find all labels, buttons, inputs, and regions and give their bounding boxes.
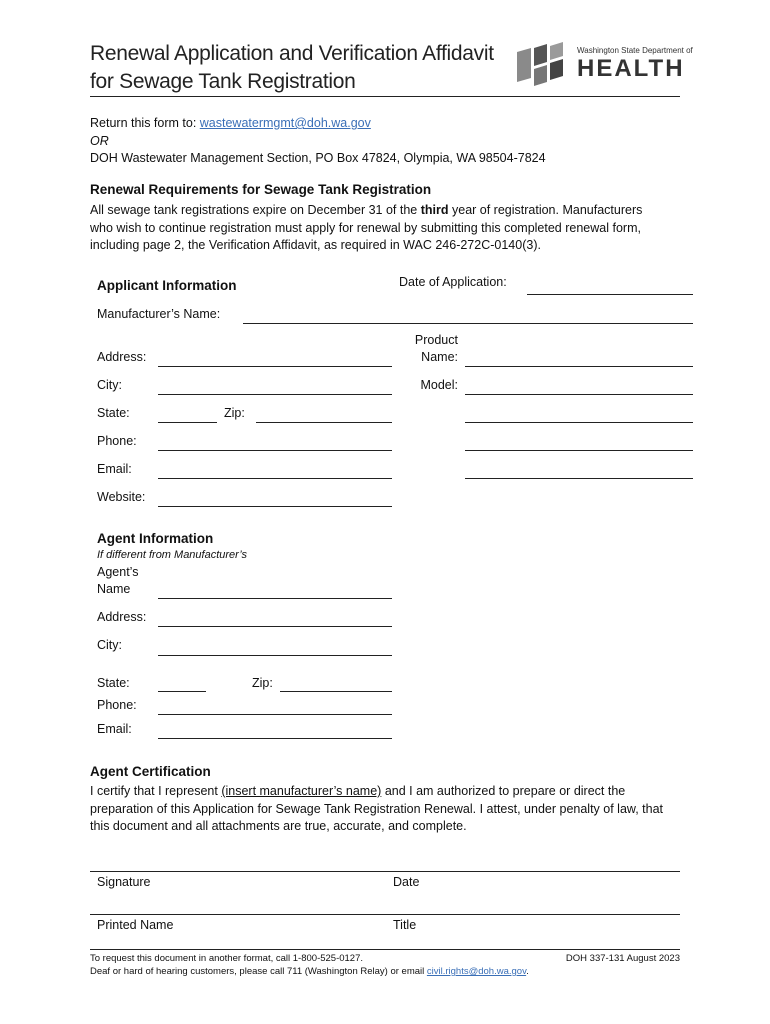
state-field[interactable] <box>158 422 217 423</box>
zip-label: Zip: <box>224 406 245 420</box>
logo-mark-icon <box>515 42 573 86</box>
requirements-line-2: who wish to continue registration must apply for renewal by submitting this completed renewal form, <box>90 221 641 235</box>
certification-text-a: I certify that I represent <box>90 784 222 798</box>
address-field[interactable] <box>158 366 392 367</box>
address-label: Address: <box>97 350 147 364</box>
return-prefix: Return this form to: <box>90 116 200 130</box>
agent-city-label: City: <box>97 638 122 652</box>
zip-field[interactable] <box>256 422 392 423</box>
certification-text-b: and I am authorized to prepare or direct the <box>381 784 626 798</box>
model-field-2[interactable] <box>465 422 693 423</box>
agent-phone-field[interactable] <box>158 714 392 715</box>
agent-name-field[interactable] <box>158 598 392 599</box>
model-field-1[interactable] <box>465 394 693 395</box>
form-title <box>90 40 494 96</box>
footer-text-b: . <box>526 966 529 977</box>
footer-email-link[interactable]: civil.rights@doh.wa.gov <box>426 966 527 977</box>
certification-line-3: this document and all attachments are true, accurate, and complete. <box>90 819 467 833</box>
agent-email-label: Email: <box>97 722 132 736</box>
logo-big-text: HEALTH <box>577 55 685 82</box>
requirements-bold: third <box>420 203 449 217</box>
product-name-label-2: Name: <box>421 350 458 364</box>
agent-email-field[interactable] <box>158 738 392 739</box>
return-address: DOH Wastewater Management Section, PO Box 47824, Olympia, WA 98504-7824 <box>90 151 546 165</box>
agent-name-label-1: Agent’s <box>97 565 139 579</box>
agent-city-field[interactable] <box>158 655 392 656</box>
printed-name-label: Printed Name <box>97 918 174 932</box>
footer-line-1: To request this document in another format, call 1-800-525-0127. <box>90 953 364 964</box>
requirements-heading: Renewal Requirements for Sewage Tank Registration <box>90 182 432 197</box>
return-email-link[interactable]: wastewatermgmt@doh.wa.gov <box>199 116 371 130</box>
state-label: State: <box>97 406 130 420</box>
date-of-application-label: Date of Application: <box>399 275 507 289</box>
logo-small-text: Washington State Department of <box>577 46 693 55</box>
website-label: Website: <box>97 490 146 504</box>
model-field-3[interactable] <box>465 450 693 451</box>
title-divider <box>90 96 680 97</box>
website-field[interactable] <box>158 506 392 507</box>
requirements-line-1 <box>90 201 642 219</box>
city-field[interactable] <box>158 394 392 395</box>
manufacturer-name-field[interactable] <box>243 323 693 324</box>
model-field-4[interactable] <box>465 478 693 479</box>
agent-note: If different from Manufacturer’s <box>97 549 247 561</box>
footer-line-2 <box>90 965 529 978</box>
signature-field[interactable] <box>90 871 680 872</box>
footer-text-a: Deaf or hard of hearing customers, please call 711 (Washington Relay) or email <box>90 966 427 977</box>
agent-zip-field[interactable] <box>280 691 392 692</box>
product-name-label-1: Product <box>414 333 458 347</box>
agent-address-field[interactable] <box>158 626 392 627</box>
signature-label: Signature <box>97 875 151 889</box>
return-or: OR <box>90 134 109 148</box>
agent-state-label: State: <box>97 676 130 690</box>
agent-state-field[interactable] <box>158 691 206 692</box>
agent-heading: Agent Information <box>97 531 214 546</box>
certification-line-1 <box>90 782 625 800</box>
requirements-text-a: All sewage tank registrations expire on December 31 of the <box>90 203 421 217</box>
product-name-field[interactable] <box>465 366 693 367</box>
model-label: Model: <box>420 378 458 392</box>
title-label: Title <box>393 918 417 932</box>
footer-divider <box>90 949 680 950</box>
title-line-1: Renewal Application and Verification Affidavit <box>90 42 494 65</box>
agent-zip-label: Zip: <box>252 676 273 690</box>
email-field[interactable] <box>158 478 392 479</box>
applicant-heading: Applicant Information <box>97 278 237 293</box>
printed-name-field[interactable] <box>90 914 680 915</box>
requirements-line-3: including page 2, the Verification Affidavit, as required in WAC 246-272C-0140(3). <box>90 238 541 252</box>
agent-address-label: Address: <box>97 610 147 624</box>
email-label: Email: <box>97 462 132 476</box>
signature-date-label: Date <box>393 875 420 889</box>
return-line <box>90 114 371 132</box>
title-line-2: for Sewage Tank Registration <box>90 70 356 93</box>
requirements-text-b: year of registration. Manufacturers <box>448 203 643 217</box>
certification-underlined: (insert manufacturer’s name) <box>221 784 382 798</box>
form-id: DOH 337-131 August 2023 <box>565 953 680 964</box>
phone-field[interactable] <box>158 450 392 451</box>
city-label: City: <box>97 378 122 392</box>
phone-label: Phone: <box>97 434 137 448</box>
manufacturer-name-label: Manufacturer’s Name: <box>97 307 221 321</box>
date-of-application-field[interactable] <box>527 294 693 295</box>
doh-logo <box>515 42 693 86</box>
certification-heading: Agent Certification <box>90 764 211 779</box>
agent-name-label-2: Name <box>97 582 131 596</box>
agent-phone-label: Phone: <box>97 698 137 712</box>
certification-line-2: preparation of this Application for Sewage Tank Registration Renewal. I attest, under penalty of law, that <box>90 802 664 816</box>
